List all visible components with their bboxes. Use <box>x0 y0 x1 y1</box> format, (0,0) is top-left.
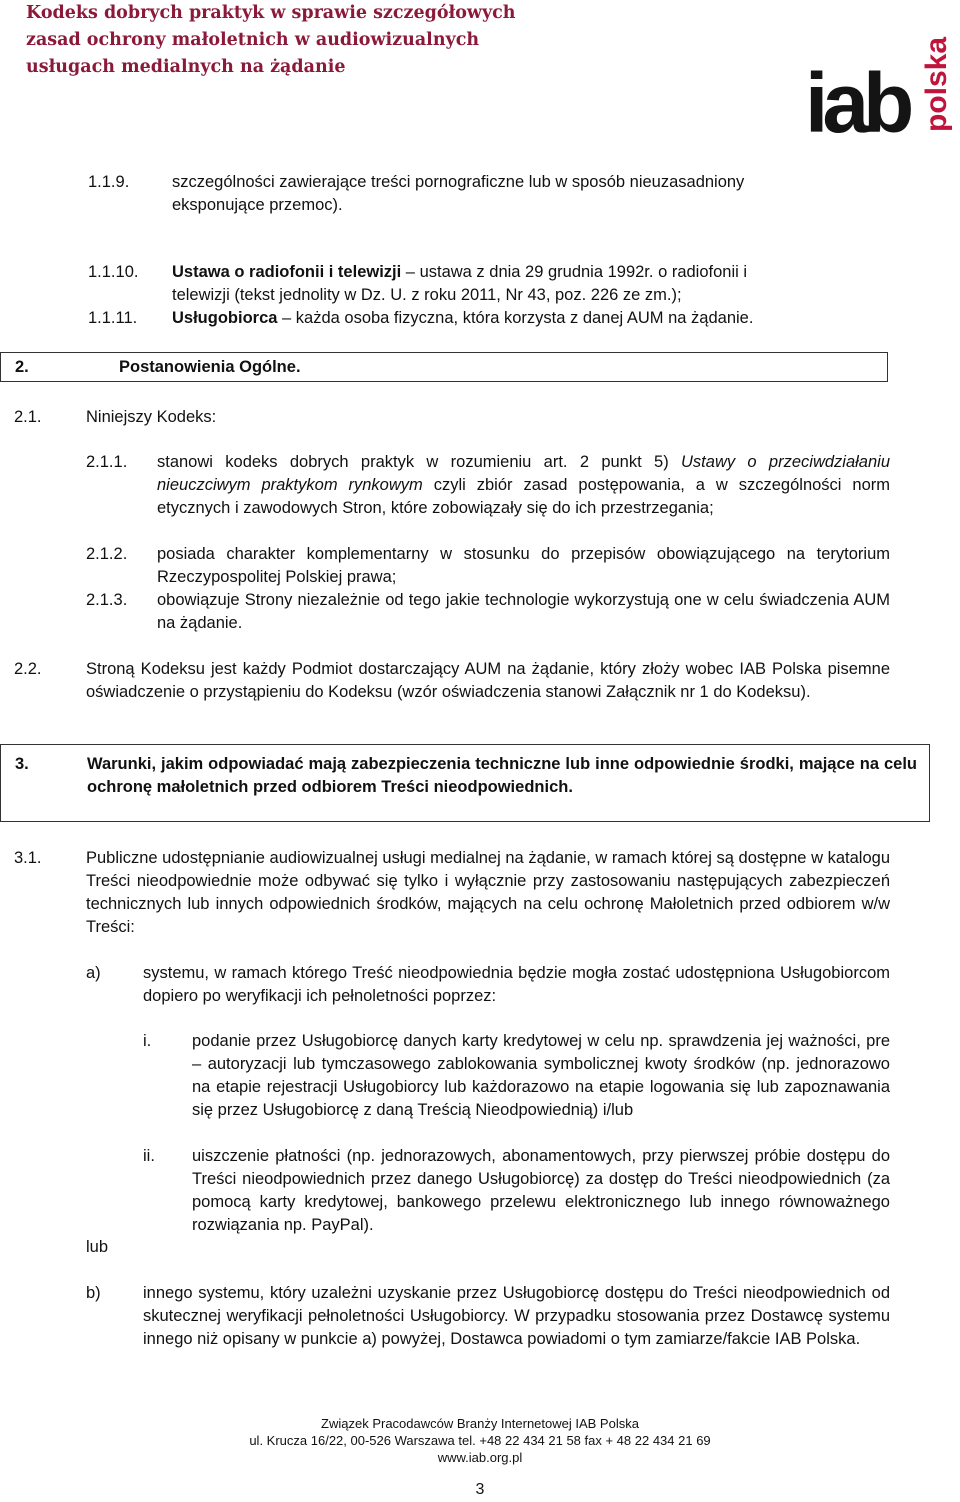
page-number: 3 <box>475 1481 485 1498</box>
item-definition <box>172 261 892 284</box>
definition-text: – ustawa z dnia 29 grudnia 1992r. o radiofonii i <box>401 263 748 281</box>
list-item-text: systemu, w ramach którego Treść nieodpowiednia będzie mogła zostać udostępniona Usługobiorcom dopiero po weryfikacji ich pełnoletności poprzez: <box>143 964 890 1005</box>
clause-number: 3.1. <box>14 849 42 867</box>
clause-text: posiada charakter komplementarny w stosunku do przepisów obowiązującego na terytorium Rzeczypospolitej Polskiej prawa; <box>157 545 890 586</box>
section-title: Postanowienia Ogólne. <box>119 358 301 376</box>
iab-polska-logo <box>803 4 953 138</box>
defined-term: Usługobiorca <box>172 309 278 327</box>
defined-term: Ustawa o radiofonii i telewizji <box>172 263 402 281</box>
section-3-heading-box <box>0 744 930 822</box>
header-title-line-1: Kodeks dobrych praktyk w sprawie szczegółowych <box>26 3 516 23</box>
clause-text-part: stanowi kodeks dobrych praktyk w rozumieniu art. 2 punkt 5) <box>157 453 682 471</box>
act-title: Ustawy o przeciwdziałaniu nieuczciwym praktykom rynkowym <box>157 453 890 494</box>
header-title-line-3: usługach medialnych na żądanie <box>26 57 346 77</box>
clause-text: Publiczne udostępnianie audiowizualnej usługi medialnej na żądanie, w ramach której są dostępne w katalogu Treści nieodpowiednie może odbywać się tylko i wyłącznie przy zastosowaniu następujących zabezpieczeń technicznych lub innych odpowiednich środków, mających na celu ochronę Małoletnich przed odbiorem w/w Treści: <box>86 849 890 936</box>
sublist-item-text: podanie przez Usługobiorcę danych karty kredytowej w celu np. sprawdzenia jej ważności, pre – autoryzacji lub tymczasowego zablokowania symbolicznej kwoty środków (np. jednorazowo na etapie rejestracji Usługobiorcy lub każdorazowo na etapie logowania się lub zapoznawania się przez Usługobiorcę z daną Treścią Nieodpowiednią) i/lub <box>192 1032 890 1119</box>
footer-address: ul. Krucza 16/22, 00-526 Warszawa tel. +48 22 434 21 58 fax + 48 22 434 21 69 <box>249 1433 711 1448</box>
section-number: 3. <box>15 755 29 773</box>
list-item-text: innego systemu, który uzależni uzyskanie przez Usługobiorcę dostępu do Treści nieodpowiednich od skutecznej weryfikacji pełnoletności Usługobiorcy. W przypadku stosowania przez Dostawcę systemu innego niż opisany w punkcie a) powyżej, Dostawca powiadomi o tym zamiarze/fakcie IAB Polska. <box>143 1284 890 1348</box>
logo-polska-text: polska <box>920 36 953 132</box>
sublist-marker: ii. <box>143 1147 155 1165</box>
logo-iab-text: iab <box>805 56 909 138</box>
section-number: 2. <box>15 358 29 376</box>
section-title: Warunki, jakim odpowiadać mają zabezpieczenia techniczne lub inne odpowiednie środki, mające na celu ochronę małoletnich przed odbiorem Treści nieodpowiednich. <box>87 755 917 796</box>
connector-word: lub <box>86 1238 109 1256</box>
clause-number: 2.1. <box>14 408 42 426</box>
clause-number: 2.1.1. <box>86 453 128 471</box>
clause-text: Niniejszy Kodeks: <box>86 408 217 426</box>
footer-website: www.iab.org.pl <box>437 1450 523 1465</box>
clause-text-part: czyli zbiór zasad postępowania, a w szczególności norm etycznych i zawodowych Stron, które zobowiązały się do ich przestrzegania; <box>157 476 891 517</box>
header-title-line-2: zasad ochrony małoletnich w audiowizualnych <box>26 30 480 50</box>
clause-text: Stroną Kodeksu jest każdy Podmiot dostarczający AUM na żądanie, który złoży wobec IAB Polska pisemne oświadczenie o przystąpieniu do Kodeksu (wzór oświadczenia stanowi Załącznik nr 1 do Kodeksu). <box>86 660 890 701</box>
item-text-line: telewizji (tekst jednolity w Dz. U. z roku 2011, Nr 43, poz. 226 ze zm.); <box>172 286 682 304</box>
list-marker: a) <box>86 964 101 982</box>
item-definition <box>172 307 902 330</box>
clause-number: 2.2. <box>14 660 42 678</box>
clause-text <box>157 451 890 520</box>
section-2-heading-box <box>0 352 888 382</box>
clause-text: obowiązuje Strony niezależnie od tego jakie technologie wykorzystują one w celu świadczenia AUM na żądanie. <box>157 591 890 632</box>
item-number: 1.1.9. <box>88 173 130 191</box>
footer-organization: Związek Pracodawców Branży Internetowej IAB Polska <box>321 1416 639 1431</box>
definition-text: – każda osoba fizyczna, która korzysta z danej AUM na żądanie. <box>277 309 754 327</box>
sublist-item-text: uiszczenie płatności (np. jednorazowych, abonamentowych, przy pierwszej próbie dostępu do Treści nieodpowiednich przez danego Usługobiorcę) za dostęp do Treści nieodpowiednich (za pomocą karty kredytowej, bankowego przelewu elektronicznego lub innego równoważnego rozwiązania np. PayPal). <box>192 1147 890 1234</box>
list-marker: b) <box>86 1284 101 1302</box>
sublist-marker: i. <box>143 1032 152 1050</box>
clause-number: 2.1.2. <box>86 545 128 563</box>
document-header-title <box>26 0 586 81</box>
item-number: 1.1.10. <box>88 263 139 281</box>
item-number: 1.1.11. <box>88 309 138 327</box>
item-text-line: eksponujące przemoc). <box>172 196 343 214</box>
item-text-line: szczególności zawierające treści pornograficzne lub w sposób nieuzasadniony <box>172 173 745 191</box>
clause-number: 2.1.3. <box>86 591 128 609</box>
